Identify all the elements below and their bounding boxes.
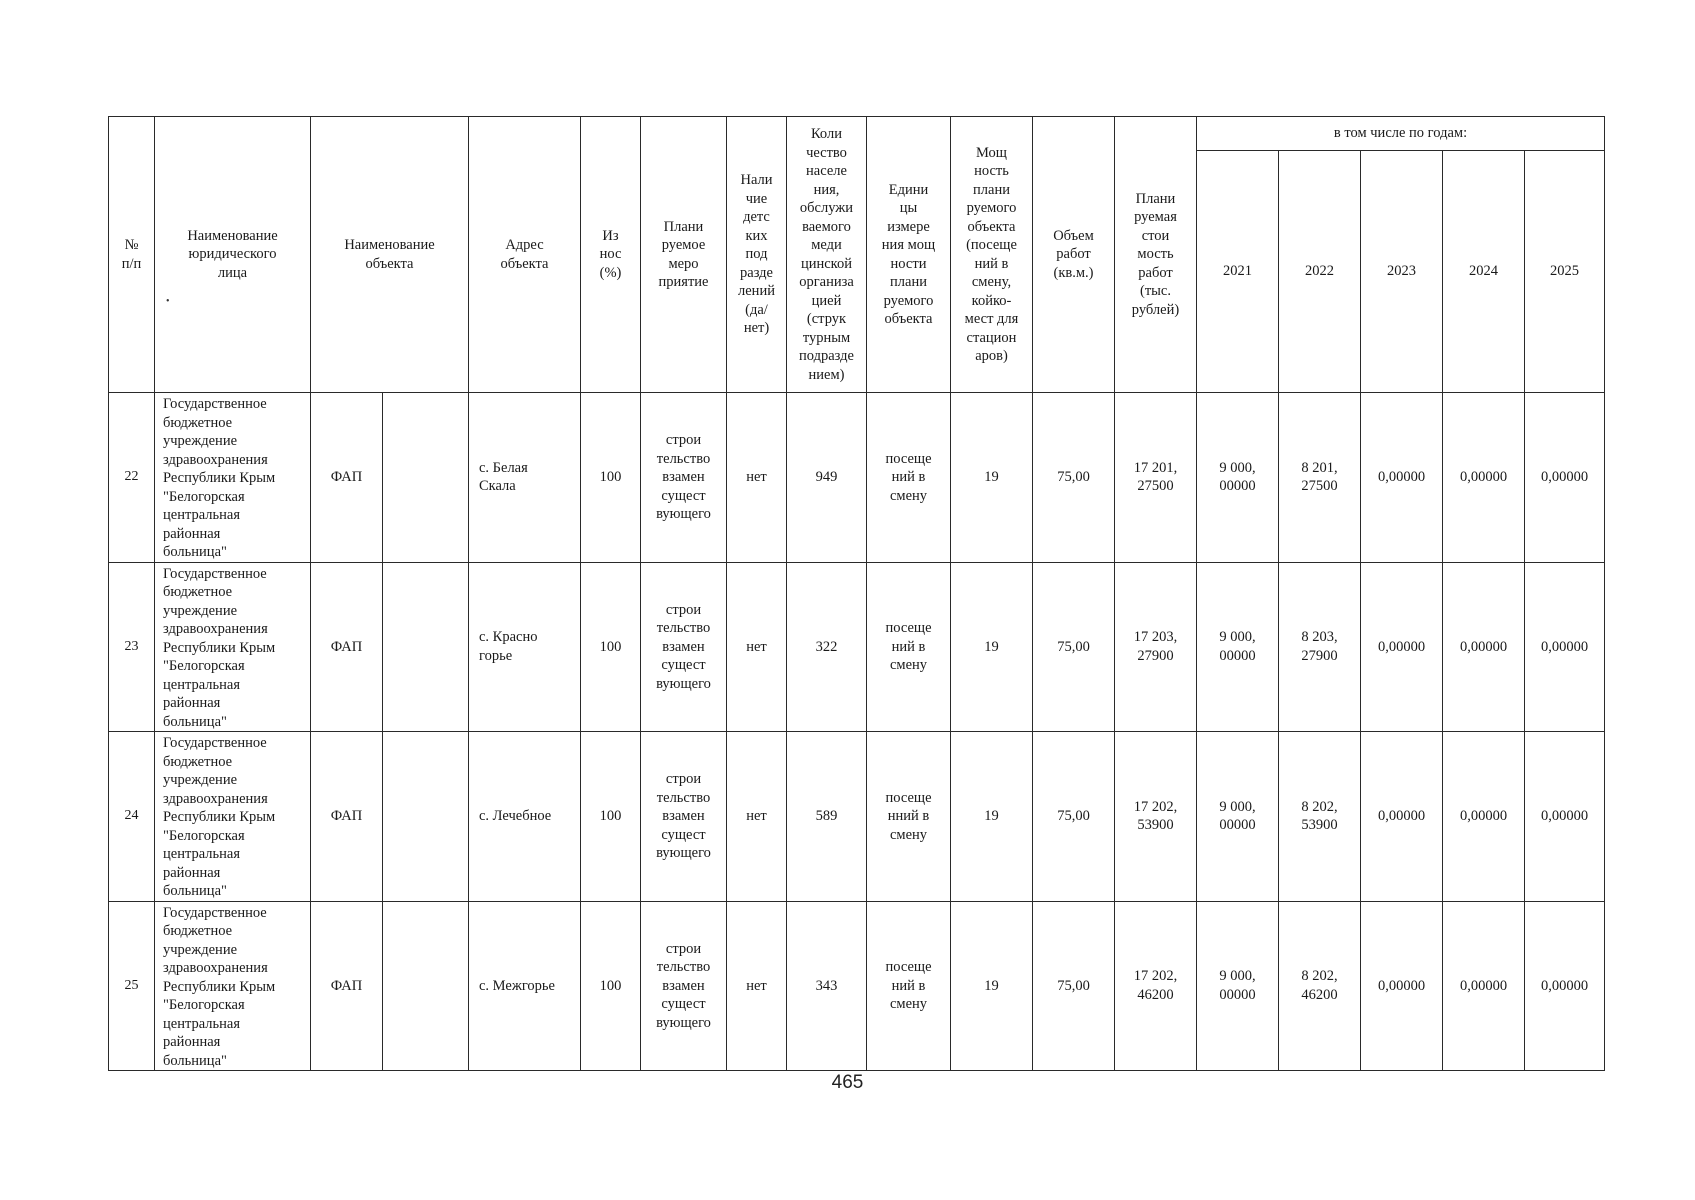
population-count: 322 [787,562,867,732]
planned-cost: 17 202, 46200 [1115,901,1197,1071]
cost-2021: 9 000, 00000 [1197,901,1279,1071]
object-extra [383,562,469,732]
object-extra [383,393,469,563]
header-year-2023: 2023 [1361,151,1443,393]
cost-2023: 0,00000 [1361,393,1443,563]
planned-cost: 17 201, 27500 [1115,393,1197,563]
org-name: Государственное бюджетное учреждение здравоохранения Республики Крым "Белогорская центральная районная больница" [155,393,311,563]
table-row [109,393,1605,563]
header-capacity: Мощ ность плани руемого объекта (посеще ний в смену, койко- мест для стацион аров) [951,117,1033,393]
cost-2021: 9 000, 00000 [1197,732,1279,902]
capacity-value: 19 [951,732,1033,902]
wear-percent: 100 [581,562,641,732]
wear-percent: 100 [581,393,641,563]
capacity-units: посеще ний в смену [867,393,951,563]
work-volume: 75,00 [1033,901,1115,1071]
planned-measure: строи тельство взамен сущест вующего [641,732,727,902]
cost-2024: 0,00000 [1443,732,1525,902]
cost-2025: 0,00000 [1525,732,1605,902]
data-table [108,116,1605,1071]
header-subdivisions: Нали чие детс ких под разде лений (да/ нет) [727,117,787,393]
header-measure: Плани руемое меро приятие [641,117,727,393]
cost-2021: 9 000, 00000 [1197,393,1279,563]
object-name: ФАП [311,732,383,902]
header-units: Едини цы измере ния мощ ности плани руемого объекта [867,117,951,393]
cost-2022: 8 202, 46200 [1279,901,1361,1071]
capacity-value: 19 [951,393,1033,563]
planned-measure: строи тельство взамен сущест вующего [641,393,727,563]
row-number: 22 [109,393,155,563]
header-cost: Плани руемая стои мость работ (тыс. рублей) [1115,117,1197,393]
table-row [109,732,1605,902]
object-extra [383,901,469,1071]
planned-measure: строи тельство взамен сущест вующего [641,562,727,732]
wear-percent: 100 [581,901,641,1071]
capacity-units: посеще ний в смену [867,562,951,732]
cost-2021: 9 000, 00000 [1197,562,1279,732]
planned-measure: строи тельство взамен сущест вующего [641,901,727,1071]
header-object: Наименование объекта [311,117,469,393]
object-name: ФАП [311,901,383,1071]
cost-2024: 0,00000 [1443,901,1525,1071]
header-population: Коли чество населе ния, обслужи ваемого меди цинской организа цией (струк турным подразде нием) [787,117,867,393]
row-number: 23 [109,562,155,732]
capacity-value: 19 [951,901,1033,1071]
cost-2023: 0,00000 [1361,562,1443,732]
scan-dot-mark: • [166,296,170,307]
children-subdivisions: нет [727,732,787,902]
work-volume: 75,00 [1033,732,1115,902]
capacity-value: 19 [951,562,1033,732]
header-volume: Объем работ (кв.м.) [1033,117,1115,393]
header-years-group: в том числе по годам: [1197,117,1605,151]
cost-2025: 0,00000 [1525,393,1605,563]
wear-percent: 100 [581,732,641,902]
children-subdivisions: нет [727,562,787,732]
header-num: № п/п [109,117,155,393]
work-volume: 75,00 [1033,562,1115,732]
children-subdivisions: нет [727,901,787,1071]
planned-cost: 17 202, 53900 [1115,732,1197,902]
header-year-2022: 2022 [1279,151,1361,393]
object-address: с. Лечебное [469,732,581,902]
object-extra [383,732,469,902]
row-number: 25 [109,901,155,1071]
cost-2025: 0,00000 [1525,901,1605,1071]
table-row [109,901,1605,1071]
org-name: Государственное бюджетное учреждение здравоохранения Республики Крым "Белогорская центральная районная больница" [155,562,311,732]
header-org: Наименование юридического лица [155,117,311,393]
header-row-1 [109,117,1605,151]
table-row [109,562,1605,732]
cost-2024: 0,00000 [1443,562,1525,732]
object-address: с. Красно горье [469,562,581,732]
cost-2023: 0,00000 [1361,732,1443,902]
row-number: 24 [109,732,155,902]
org-name: Государственное бюджетное учреждение здравоохранения Республики Крым "Белогорская центральная районная больница" [155,732,311,902]
population-count: 343 [787,901,867,1071]
page-number: 465 [831,1072,864,1093]
object-name: ФАП [311,393,383,563]
object-address: с. Белая Скала [469,393,581,563]
cost-2025: 0,00000 [1525,562,1605,732]
cost-2022: 8 201, 27500 [1279,393,1361,563]
population-count: 949 [787,393,867,563]
header-year-2025: 2025 [1525,151,1605,393]
cost-2022: 8 203, 27900 [1279,562,1361,732]
org-name: Государственное бюджетное учреждение здравоохранения Республики Крым "Белогорская центральная районная больница" [155,901,311,1071]
header-year-2021: 2021 [1197,151,1279,393]
planned-cost: 17 203, 27900 [1115,562,1197,732]
work-volume: 75,00 [1033,393,1115,563]
header-address: Адрес объекта [469,117,581,393]
population-count: 589 [787,732,867,902]
header-year-2024: 2024 [1443,151,1525,393]
cost-2024: 0,00000 [1443,393,1525,563]
children-subdivisions: нет [727,393,787,563]
cost-2022: 8 202, 53900 [1279,732,1361,902]
cost-2023: 0,00000 [1361,901,1443,1071]
object-name: ФАП [311,562,383,732]
capacity-units: посеще нний в смену [867,732,951,902]
header-wear: Из нос (%) [581,117,641,393]
object-address: с. Межгорье [469,901,581,1071]
capacity-units: посеще ний в смену [867,901,951,1071]
